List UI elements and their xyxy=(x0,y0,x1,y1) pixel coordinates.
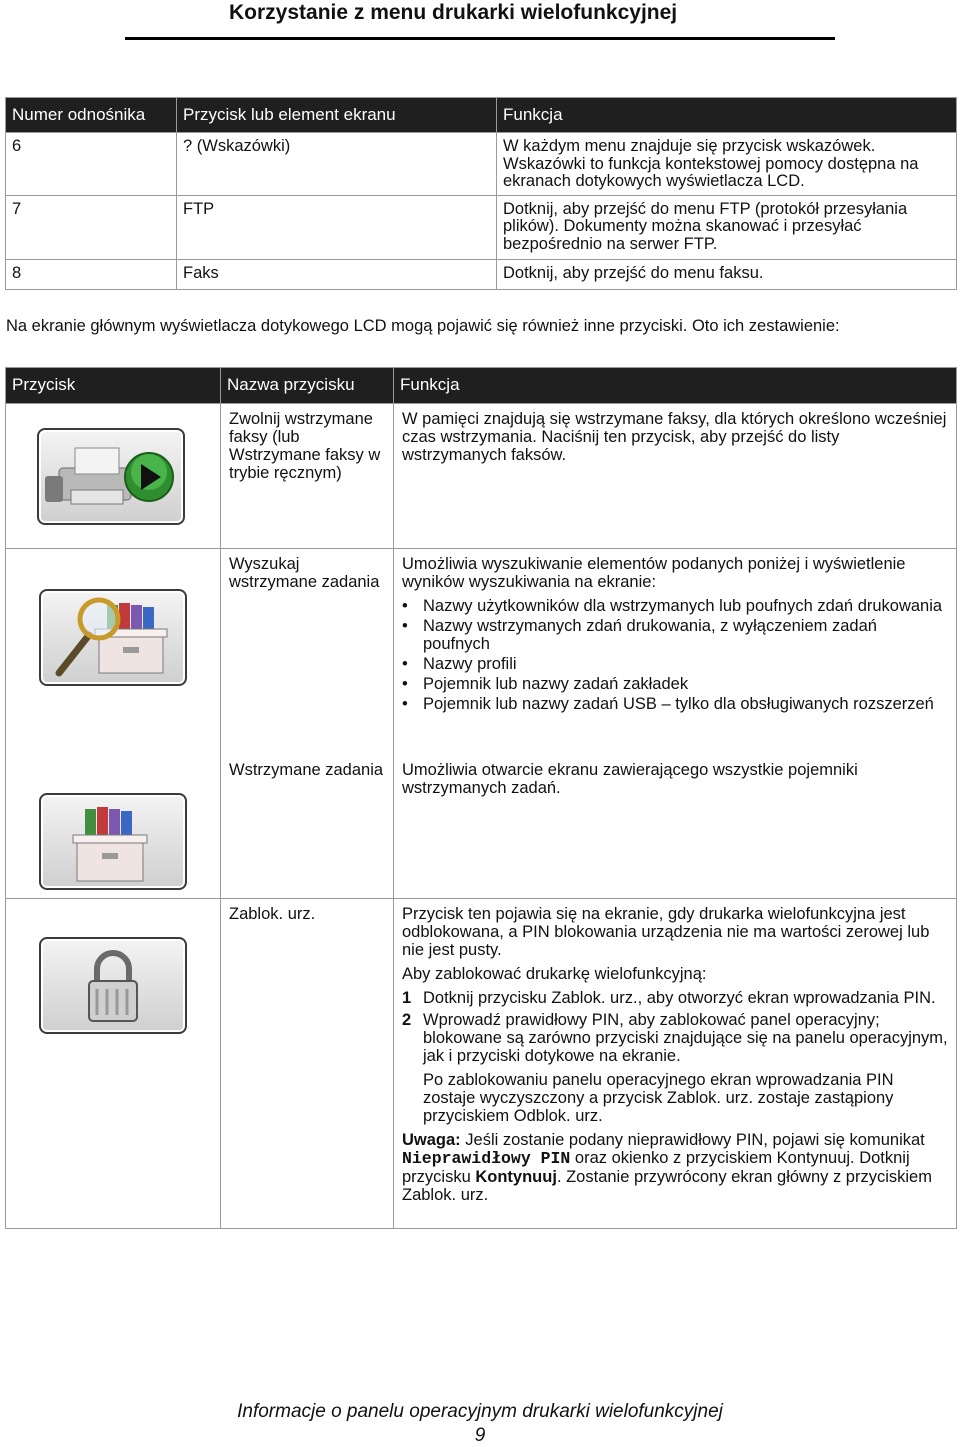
button-cell xyxy=(6,549,221,755)
page-number: 9 xyxy=(474,1425,486,1446)
table-header-row xyxy=(6,368,957,404)
table-row xyxy=(6,259,957,289)
reference-table xyxy=(5,97,957,290)
list-item: • Pojemnik lub nazwy zadań zakładek xyxy=(402,675,948,693)
list-item: • Nazwy profili xyxy=(402,655,948,673)
step-extra: Po zablokowaniu panelu operacyjnego ekran wprowadzania PIN zostaje wyczyszczony a przycisk Zablok. urz. zostaje zastąpiony przyciskiem Odblok. urz. xyxy=(423,1071,894,1125)
table-row xyxy=(6,755,957,899)
ref-number: 8 xyxy=(6,259,177,289)
function-text: Przycisk ten pojawia się na ekranie, gdy drukarka wielofunkcyjna jest odblokowana, a PIN blokowania urządzenia nie ma wartości zerowej lub nie jest pusty. xyxy=(402,905,930,959)
step-number: 1 xyxy=(402,989,412,1007)
function-subheading: Aby zablokować drukarkę wielofunkcyjną: xyxy=(402,965,707,983)
function-text: Umożliwia wyszukiwanie elementów podanych poniżej i wyświetlenie wyników wyszukiwania na ekranie: xyxy=(402,555,906,591)
button-cell xyxy=(6,899,221,1229)
note-label: Uwaga: xyxy=(402,1131,461,1149)
button-cell xyxy=(6,404,221,549)
function-text: W każdym menu znajduje się przycisk wskazówek. Wskazówki to funkcja kontekstowej pomocy dostępna na ekranach dotykowych wyświetlacza LCD. xyxy=(497,133,957,196)
table-row xyxy=(6,404,957,549)
note-text: . Zostanie przywrócony ekran główny z przyciskiem Zablok. urz. xyxy=(402,1168,932,1204)
note-paragraph xyxy=(402,1131,948,1204)
table-row xyxy=(6,549,957,755)
column-header: Przycisk lub element ekranu xyxy=(177,98,497,133)
table-row xyxy=(6,899,957,1229)
step-list xyxy=(402,989,948,1125)
buttons-table xyxy=(5,367,957,1229)
function-text: Dotknij, aby przejść do menu FTP (protokół przesyłania plików). Dokumenty można skanować i przesyłać bezpośrednio na serwer FTP. xyxy=(497,195,957,259)
button-name: Wyszukaj wstrzymane zadania xyxy=(221,549,394,755)
button-reference: Kontynuuj xyxy=(475,1168,557,1186)
intro-paragraph: Na ekranie głównym wyświetlacza dotykowego LCD mogą pojawić się również inne przyciski. Oto ich zestawienie: xyxy=(6,317,840,335)
button-cell xyxy=(6,755,221,899)
page-title: Korzystanie z menu drukarki wielofunkcyjnej xyxy=(229,1,678,24)
function-text: W pamięci znajdują się wstrzymane faksy, dla których określono wcześniej czas wstrzymania. Naciśnij ten przycisk, aby przejść do listy wstrzymanych faksów. xyxy=(394,404,957,549)
column-header: Funkcja xyxy=(394,368,957,404)
note-text: Jeśli zostanie podany nieprawidłowy PIN, pojawi się komunikat xyxy=(460,1131,925,1149)
function-cell xyxy=(394,899,957,1229)
list-item xyxy=(402,989,948,1007)
list-item: • Pojemnik lub nazwy zadań USB – tylko dla obsługiwanych rozszerzeń xyxy=(402,695,948,713)
column-header: Funkcja xyxy=(497,98,957,133)
table-header-row xyxy=(6,98,957,133)
list-item xyxy=(402,1011,948,1125)
function-text: Umożliwia otwarcie ekranu zawierającego wszystkie pojemniki wstrzymanych zadań. xyxy=(394,755,957,899)
function-text: Dotknij, aby przejść do menu faksu. xyxy=(497,259,957,289)
message-code: Nieprawidłowy PIN xyxy=(402,1149,571,1168)
note-text: oraz okienko z przyciskiem Kontynuuj. Dotknij przycisku xyxy=(402,1149,910,1186)
column-header: Przycisk xyxy=(6,368,221,404)
bullet-list xyxy=(402,597,948,713)
column-header: Nazwa przycisku xyxy=(221,368,394,404)
button-name: Zablok. urz. xyxy=(221,899,394,1229)
screen-element: FTP xyxy=(177,195,497,259)
button-name: Wstrzymane zadania xyxy=(221,755,394,899)
step-text: Dotknij przycisku Zablok. urz., aby otworzyć ekran wprowadzania PIN. xyxy=(423,989,936,1007)
list-item: • Nazwy użytkowników dla wstrzymanych lub poufnych zdań drukowania xyxy=(402,597,948,615)
step-text: Wprowadź prawidłowy PIN, aby zablokować panel operacyjny; blokowane są zarówno przyciski znajdujące się na panelu operacyjnym, jak i przyciski dotykowe na ekranie. xyxy=(423,1011,948,1065)
ref-number: 7 xyxy=(6,195,177,259)
search-held-jobs-icon xyxy=(39,589,187,686)
ref-number: 6 xyxy=(6,133,177,196)
held-jobs-icon xyxy=(39,793,187,890)
column-header: Numer odnośnika xyxy=(6,98,177,133)
padlock-icon xyxy=(39,937,187,1034)
list-item: • Nazwy wstrzymanych zdań drukowania, z wyłączeniem zadań poufnych xyxy=(402,617,948,653)
screen-element: Faks xyxy=(177,259,497,289)
screen-element: ? (Wskazówki) xyxy=(177,133,497,196)
function-cell xyxy=(394,549,957,755)
button-name: Zwolnij wstrzymane faksy (lub Wstrzymane faksy w trybie ręcznym) xyxy=(221,404,394,549)
table-row xyxy=(6,133,957,196)
footer-title: Informacje o panelu operacyjnym drukarki wielofunkcyjnej xyxy=(237,1401,723,1422)
step-number: 2 xyxy=(402,1011,412,1029)
table-row xyxy=(6,195,957,259)
fax-play-icon xyxy=(37,428,185,525)
